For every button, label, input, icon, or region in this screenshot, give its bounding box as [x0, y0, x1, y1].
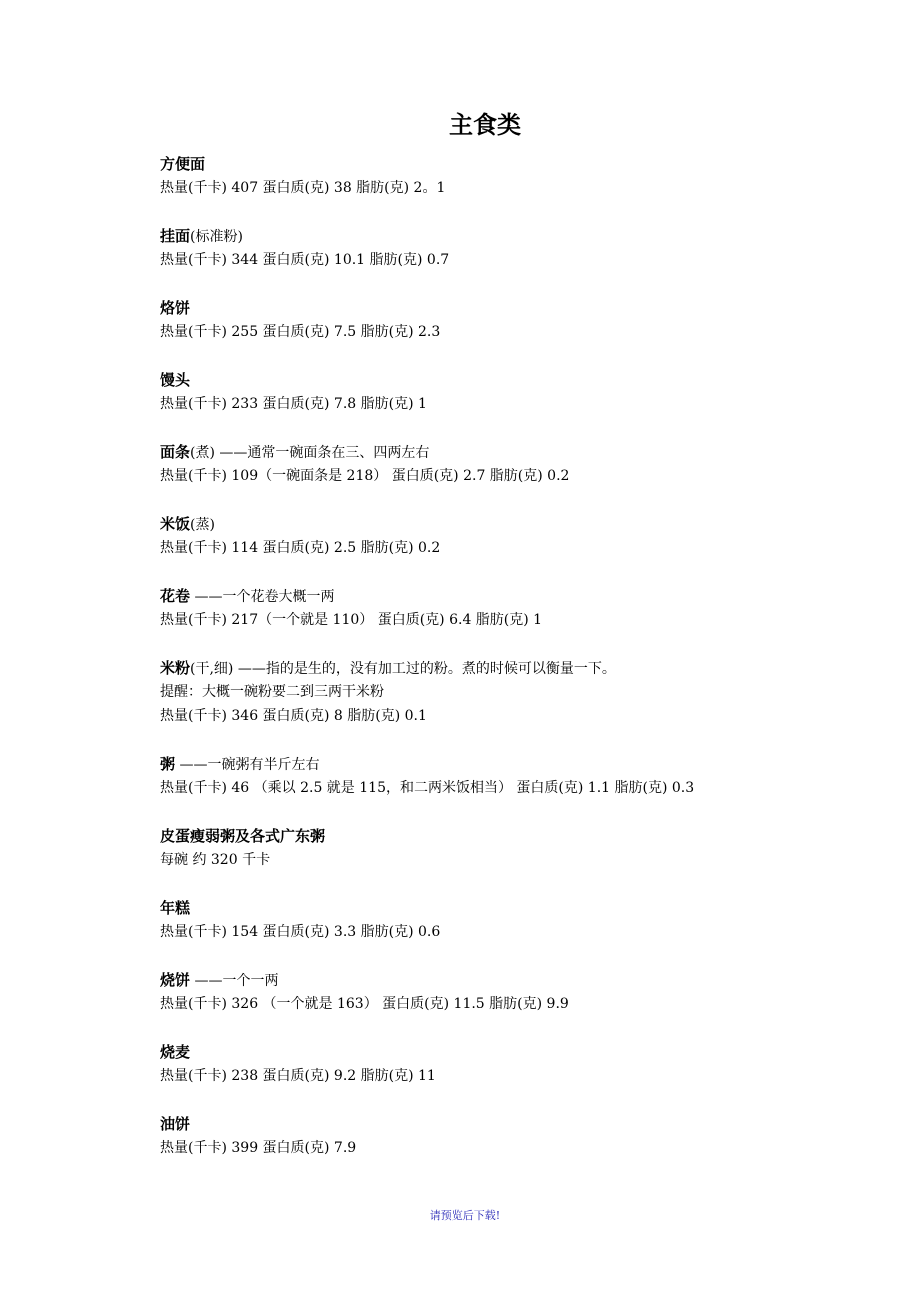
food-entry — [160, 1112, 880, 1160]
food-nutrition: 热量(千卡) 407 蛋白质(克) 38 脂肪(克) 2。1 — [160, 180, 446, 196]
food-nutrition: 热量(千卡) 344 蛋白质(克) 10.1 脂肪(克) 0.7 — [160, 252, 450, 268]
food-heading — [160, 224, 880, 248]
food-nutrition: 热量(千卡) 109（一碗面条是 218） 蛋白质(克) 2.7 脂肪(克) 0.2 — [160, 468, 570, 484]
food-name: 年糕 — [160, 899, 191, 917]
food-nutrition: 热量(千卡) 255 蛋白质(克) 7.5 脂肪(克) 2.3 — [160, 324, 441, 340]
food-nutrition: 热量(千卡) 326 （一个就是 163） 蛋白质(克) 11.5 脂肪(克) 9.9 — [160, 996, 569, 1012]
food-nutrition: 每碗 约 320 千卡 — [160, 852, 271, 868]
food-name: 粥 — [160, 755, 176, 773]
food-name: 馒头 — [160, 371, 191, 389]
food-entry — [160, 584, 880, 632]
food-name: 烙饼 — [160, 299, 191, 317]
food-entry — [160, 968, 880, 1016]
food-entry — [160, 296, 880, 344]
food-note: ——一个花卷大概一两 — [190, 589, 335, 605]
food-name: 皮蛋瘦弱粥及各式广东粥 — [160, 827, 326, 845]
food-nutrition: 热量(千卡) 238 蛋白质(克) 9.2 脂肪(克) 11 — [160, 1068, 436, 1084]
food-heading — [160, 368, 880, 392]
food-nutrition: 热量(千卡) 114 蛋白质(克) 2.5 脂肪(克) 0.2 — [160, 540, 441, 556]
food-nutrition: 热量(千卡) 346 蛋白质(克) 8 脂肪(克) 0.1 — [160, 708, 427, 724]
page-title: 主食类 — [449, 111, 521, 139]
food-reminder: 提醒：大概一碗粉要二到三两干米粉 — [160, 684, 384, 700]
food-heading — [160, 584, 880, 608]
food-heading — [160, 752, 880, 776]
food-entry — [160, 368, 880, 416]
food-nutrition: 热量(千卡) 217（一个就是 110） 蛋白质(克) 6.4 脂肪(克) 1 — [160, 612, 543, 628]
footer-note: 请预览后下载! — [429, 1209, 501, 1222]
food-name: 花卷 — [160, 587, 191, 605]
food-heading — [160, 152, 880, 176]
food-note: (蒸) — [190, 517, 215, 533]
food-entry — [160, 224, 880, 272]
food-list — [160, 152, 880, 1184]
food-nutrition: 热量(千卡) 154 蛋白质(克) 3.3 脂肪(克) 0.6 — [160, 924, 441, 940]
food-heading — [160, 512, 880, 536]
food-name: 挂面 — [160, 227, 191, 245]
food-name: 烧麦 — [160, 1043, 191, 1061]
food-entry — [160, 440, 880, 488]
food-entry — [160, 656, 880, 728]
food-name: 油饼 — [160, 1115, 191, 1133]
food-note: (标准粉) — [190, 229, 243, 245]
food-note: ——一碗粥有半斤左右 — [175, 757, 320, 773]
food-heading — [160, 296, 880, 320]
food-heading — [160, 1040, 880, 1064]
food-note: ——一个一两 — [190, 973, 279, 989]
food-nutrition: 热量(千卡) 233 蛋白质(克) 7.8 脂肪(克) 1 — [160, 396, 427, 412]
food-entry — [160, 1040, 880, 1088]
food-heading — [160, 656, 880, 680]
food-nutrition: 热量(千卡) 46 （乘以 2.5 就是 115，和二两米饭相当） 蛋白质(克) 1.1 脂肪(克) 0.3 — [160, 780, 695, 796]
food-heading — [160, 1112, 880, 1136]
food-heading — [160, 896, 880, 920]
food-name: 面条 — [160, 443, 191, 461]
food-nutrition: 热量(千卡) 399 蛋白质(克) 7.9 — [160, 1140, 357, 1156]
food-entry — [160, 752, 880, 800]
food-entry — [160, 896, 880, 944]
food-entry — [160, 824, 880, 872]
food-heading — [160, 440, 880, 464]
food-note: (煮) ——通常一碗面条在三、四两左右 — [190, 445, 430, 461]
food-entry — [160, 512, 880, 560]
food-note: (干,细) ——指的是生的，没有加工过的粉。煮的时候可以衡量一下。 — [190, 661, 616, 677]
food-entry — [160, 152, 880, 200]
food-name: 米粉 — [160, 659, 191, 677]
food-name: 烧饼 — [160, 971, 191, 989]
food-heading — [160, 824, 880, 848]
food-name: 方便面 — [160, 155, 206, 173]
food-heading — [160, 968, 880, 992]
food-name: 米饭 — [160, 515, 191, 533]
